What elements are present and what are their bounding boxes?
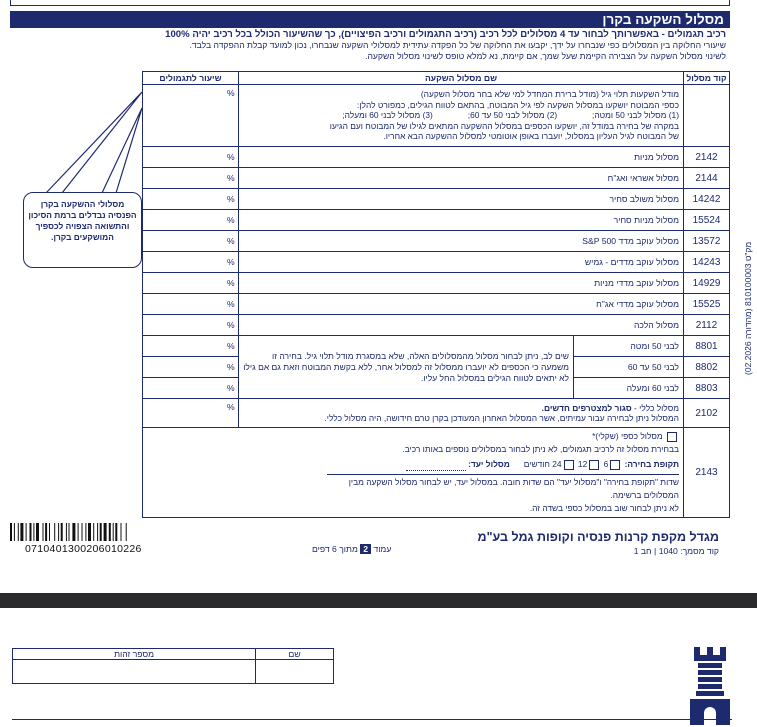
identity-table (12, 648, 334, 684)
rate-input[interactable]: % (143, 399, 239, 428)
company-name: מגדל מקפת קרנות פנסיה וקופות גמל בע"מ (477, 530, 719, 544)
table-row: 8802 לבני 50 עד 60 % (143, 357, 730, 378)
name-label: שם (256, 649, 334, 660)
barcode-number: 0710401300206010226 (25, 543, 142, 555)
period-6-checkbox[interactable] (610, 460, 620, 470)
header-rate: שיעור לתגמולים (143, 72, 239, 85)
rate-input[interactable]: % (143, 210, 239, 231)
table-row: 13572 מסלול עוקב מדד S&P 500 % (143, 231, 730, 252)
rate-input[interactable]: % (143, 252, 239, 273)
cash-track-checkbox[interactable] (667, 432, 677, 442)
rate-input[interactable]: % (143, 378, 239, 399)
id-field[interactable] (13, 660, 256, 684)
header-name: שם מסלול השקעה (239, 72, 684, 85)
barcode (10, 523, 158, 541)
table-row: 14929 מסלול עוקב מדדי מניות % (143, 273, 730, 294)
document-code: קוד מסמך: 1040 | חב 1 (633, 546, 719, 556)
info-callout: מסלולי ההשקעה בקרן הפנסיה נבדלים ברמת הסיכון והתשואה הצפויה לכספיך המושקעים בקרן. (23, 192, 142, 268)
table-row: 8803 לבני 60 ומעלה % (143, 378, 730, 399)
name-field[interactable] (256, 660, 334, 684)
rate-input[interactable]: % (143, 147, 239, 168)
header-code: קוד מסלול (684, 72, 730, 85)
table-row: 2142 מסלול מניות % (143, 147, 730, 168)
table-row: 2112 מסלול הלכה % (143, 315, 730, 336)
period-24-checkbox[interactable] (564, 460, 574, 470)
intro-line-2: לשינוי מסלול השקעה על הצבירה הקיימת שעל שמך, אם קיימת, נא למלא טופס לשינוי מסלול השקעה. (365, 51, 726, 61)
rate-input[interactable]: % (143, 357, 239, 378)
table-row: 15525 מסלול עוקב מדדי אג"ח % (143, 294, 730, 315)
rate-input[interactable]: % (143, 315, 239, 336)
rate-input[interactable]: % (143, 336, 239, 357)
rate-input-age-model[interactable]: % (143, 85, 239, 147)
table-row: 15524 מסלול מניות סחיר % (143, 210, 730, 231)
rate-input[interactable]: % (143, 231, 239, 252)
age-model-description: מודל השקעות תלוי גיל (מודל ברירת המחדל למי שלא בחר מסלול השקעה) כספי המבוטח יושקעו במסלול השקעה לפי גיל המבוטח, בהתאם לטווח הגילים, כמפורט להלן: (1) מסלול לבני 50 ומטה; (2) מסלול לבני 50 עד 60; (3) מסלול לבני 60 ומעלה; במקרה של בחירה במודל זה, יושקעו הכספים במסלול ההשקעה המתאים לגילו של המבוטח ועם הגיעו של המבוטח לגיל העליון במסלול, יועברו באופן אוטומטי למסלול ההשקעה הבא אחריו. (239, 85, 684, 147)
table-row: 14242 מסלול משולב סחיר % (143, 189, 730, 210)
previous-section-border (10, 0, 730, 6)
section-title: מסלול השקעה בקרן (10, 11, 730, 28)
table-header-row (143, 72, 730, 85)
cash-track-row: 2143 מסלול כספי (שקלי)* בבחירת מסלול זה לרכיב תגמולים, לא ניתן לבחור במסלולים נוספים באותו רכיב. תקופת בחירה: 6 12 24 חודשים מסלול יעד: שדות "תקופת בחירה" ו"מסלול יעד" הם שדות חובה. במסלול יעד, יש לבחור מסלול השקעה מבין המסלולים ברשימה. לא ניתן לבחור שוב במסלול כספי בשדה זה. (143, 428, 730, 518)
age-model-row (143, 85, 730, 147)
tower-logo-icon (686, 643, 734, 725)
page-separator (0, 593, 757, 608)
rate-input[interactable]: % (143, 273, 239, 294)
rate-input[interactable]: % (143, 168, 239, 189)
rate-input[interactable]: % (143, 294, 239, 315)
target-track-input[interactable] (406, 470, 466, 471)
intro-line-1: שיעורי החלוקה בין המסלולים כפי שנבחרו על ידך, יקבעו את החלוקה של כל הפקדה עתידית למסלולי השקעה שנבחרו, נכון למועד קבלת ההפקדה בלבד. (189, 40, 726, 50)
table-row: 14243 מסלול עוקב מדדים - גמיש % (143, 252, 730, 273)
period-12-checkbox[interactable] (589, 460, 599, 470)
table-row: 2144 מסלול אשראי ואג"ח % (143, 168, 730, 189)
intro-bold: רכיב תגמולים - באפשרותך לבחור עד 4 מסלולים לכל רכיב (רכיב התגמולים ורכיב הפיצויים), כך שהשיעור הכולל בכל רכיב יהיה 100% (165, 29, 726, 40)
id-label: מספר זהות (13, 649, 256, 660)
table-row: 8801 לבני 50 ומטה שים לב, ניתן לבחור מסלול מהמסלולים האלה, שלא במסגרת מודל תלוי גיל. בחירה זו משמעה כי הכספים לא יועברו ממסלול זה למסלול אחר, ללא בקשת המבוטח וזאת גם אם גילו לא יתאים לטווח הגילים במסלול החל עליו. % (143, 336, 730, 357)
general-track-row: 2102 מסלול כללי - סגור למצטרפים חדשים. המסלול ניתן לבחירה עבור עמיתים, אשר המסלול האחרון המעודכן בקרן טרם חידושה, היה מסלול כללי. % (143, 399, 730, 428)
page-indicator: עמוד 2 מתוך 6 דפים (312, 544, 392, 554)
rate-input[interactable]: % (143, 189, 239, 210)
catalog-number: מק"ט 810100003 (מהדורה 02.2026) (743, 241, 753, 375)
bottom-rule (12, 719, 732, 720)
section-intro (10, 29, 730, 62)
investment-tracks-table (142, 71, 730, 518)
age-track-note: שים לב, ניתן לבחור מסלול מהמסלולים האלה, שלא במסגרת מודל תלוי גיל. בחירה זו משמעה כי הכספים לא יועברו ממסלול זה למסלול אחר, ללא בקשת המבוטח וזאת גם אם גילו לא יתאים לטווח הגילים במסלול החל עליו. (239, 336, 574, 399)
